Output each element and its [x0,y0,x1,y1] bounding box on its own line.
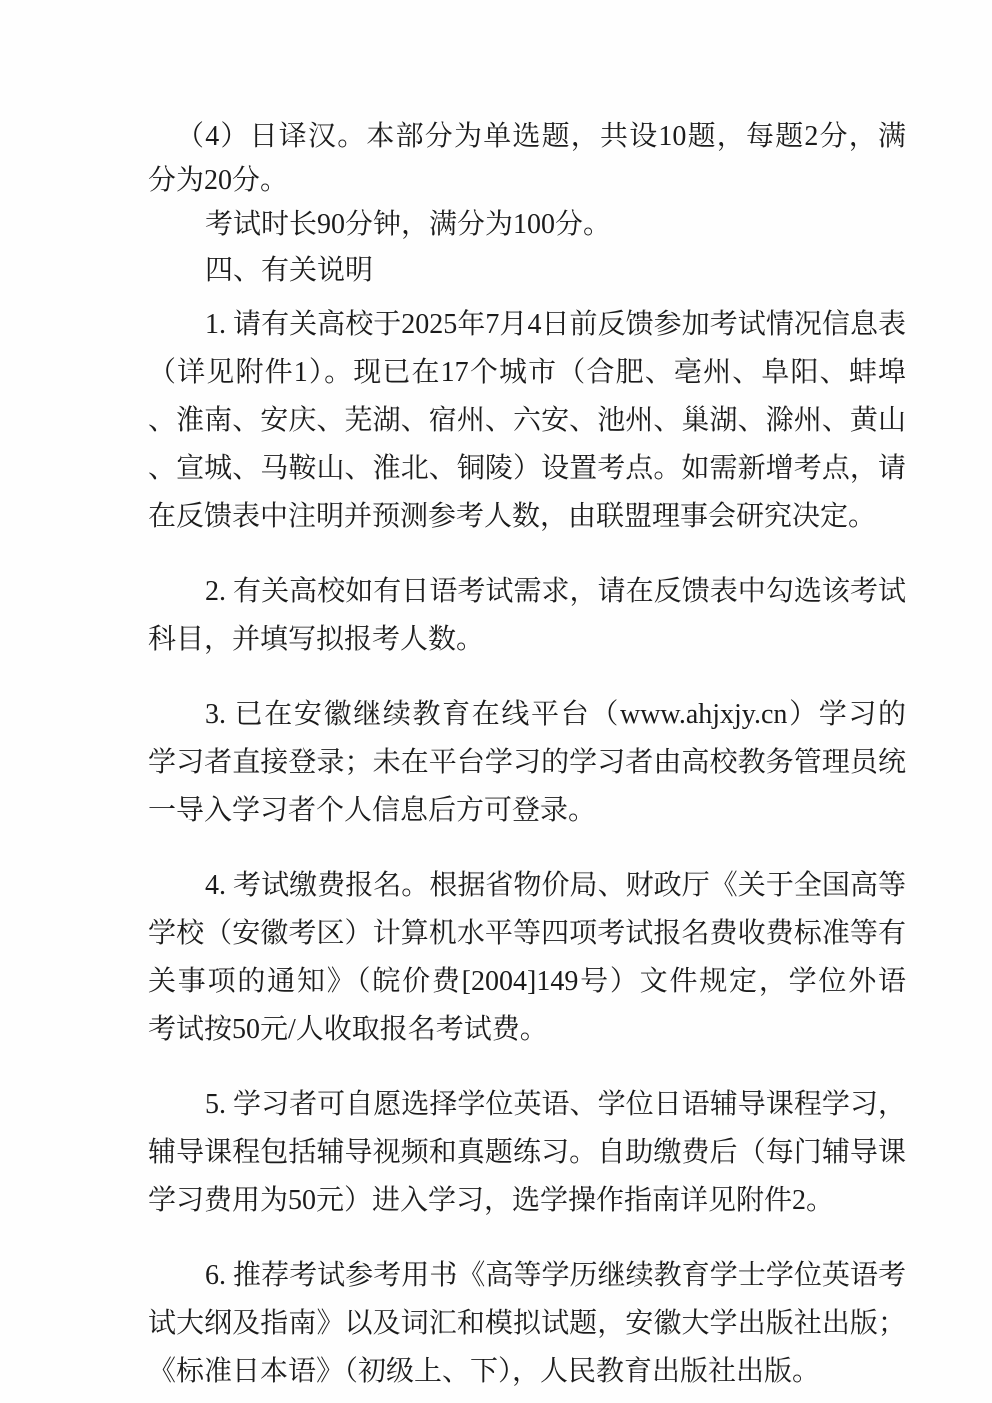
text-line: 学校（安徽考区）计算机水平等四项考试报名费收费标准等有 [148,918,906,949]
text-line: 一导入学习者个人信息后方可登录。 [148,795,597,826]
text-line: 1. 请有关高校于2025年7月4日前反馈参加考试情况信息表 [205,309,906,340]
text-line: 3. 已在安徽继续教育在线平台（www.ahjxjy.cn）学习的 [205,699,906,730]
text-line: 、宣城、马鞍山、淮北、铜陵）设置考点。如需新增考点，请 [148,453,906,484]
note-item-2 [148,568,906,664]
text-line: 《标准日本语》（初级上、下），人民教育出版社出版。 [148,1356,821,1387]
text-line: 、淮南、安庆、芜湖、宿州、六安、池州、巢湖、滁州、黄山 [148,405,906,436]
text-line: 5. 学习者可自愿选择学位英语、学位日语辅导课程学习， [205,1089,906,1120]
text-line: 考试按50元/人收取报名考试费。 [148,1014,548,1045]
text-line: 学习者直接登录；未在平台学习的学习者由高校教务管理员统 [148,747,906,778]
text-line: 2. 有关高校如有日语考试需求，请在反馈表中勾选该考试 [205,576,906,607]
document-content [148,115,906,1396]
text-line: 关事项的通知》（皖价费[2004]149号）文件规定，学位外语 [148,966,906,997]
text-line: 科目，并填写拟报考人数。 [148,624,485,655]
text-line: （4）日译汉。本部分为单选题，共设10题，每题2分，满 [176,121,906,152]
note-item-4 [148,862,906,1054]
text-line: 辅导课程包括辅导视频和真题练习。自助缴费后（每门辅导课 [148,1137,906,1168]
text-line: 6. 推荐考试参考用书《高等学历继续教育学士学位英语考 [205,1260,906,1291]
paragraph-sub-item-4 [148,115,906,203]
section-heading-remarks [148,249,906,293]
text-line: 考试时长90分钟，满分为100分。 [205,209,612,240]
text-line: 学习费用为50元）进入学习，选学操作指南详见附件2。 [148,1185,835,1216]
paragraph-exam-duration [148,203,906,247]
text-line: （详见附件1）。现已在17个城市（合肥、亳州、阜阳、蚌埠 [148,357,906,388]
note-item-6 [148,1252,906,1396]
note-item-3 [148,691,906,835]
heading-line: 四、有关说明 [205,255,374,286]
text-line: 在反馈表中注明并预测参考人数，由联盟理事会研究决定。 [148,501,877,532]
text-line: 试大纲及指南》以及词汇和模拟试题，安徽大学出版社出版； [148,1308,906,1339]
note-item-1 [148,301,906,541]
text-line: 分为20分。 [148,165,289,196]
text-line: 4. 考试缴费报名。根据省物价局、财政厅《关于全国高等 [205,870,906,901]
note-item-5 [148,1081,906,1225]
